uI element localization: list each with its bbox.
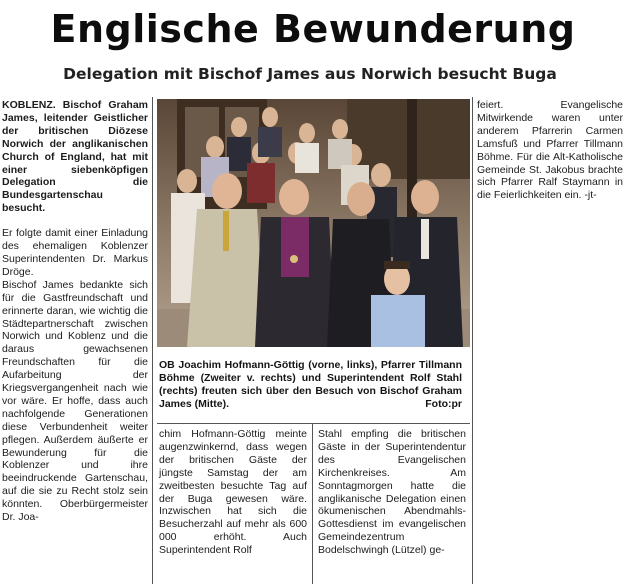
article-paragraph: Stahl empfing die britischen Gäste in der Superintendentur des Evangelischen Kirchenkreises. Am Sonntagmorgen hatte die anglikanische Delegation einen ökumenischen Abendmahls-Gottesdienst im evangelischen Gemeindezentrum Bodelschwingh (Lützel) ge- [318, 428, 466, 557]
photo-credit: Foto:pr [425, 398, 462, 410]
article-headline: Englische Bewunderung [50, 7, 576, 51]
article-paragraph: Er folgte damit einer Einladung des ehemaligen Koblenzer Superintendenten Dr. Markus Dröge. [2, 227, 148, 278]
article-column-1 [2, 99, 148, 524]
column-rule-2 [312, 424, 313, 584]
caption-rule [157, 423, 470, 424]
photo-caption-text: OB Joachim Hofmann-Göttig (vorne, links), Pfarrer Tillmann Böhme (Zweiter v. rechts) und Superintendent Rolf Stahl (rechts) freuten sich über den Besuch von Bischof Graham James (Mitte). [159, 359, 462, 410]
article-column-4 [477, 99, 623, 202]
article-paragraph: Bischof James bedankte sich für die Gastfreundschaft und erinnerte daran, wie wichtig die Städtepartnerschaft zwischen Norwich und Koblenz und die daraus gewachsenen Freundschaften für die Aufarbeitung der Kriegsvergangenheit nach wie vor wäre. Er hoffe, dass auch nachfolgende Generationen diese Verbundenheit weiter pflegen. Außerdem äußerte er Bewunderung für die Koblenzer und ihre beeindruckende Gartenschau, auf die sie zu Recht stolz sein könnten. Oberbürgermeister Dr. Joa- [2, 278, 148, 524]
column-rule-3 [472, 97, 473, 584]
article-paragraph: feiert. Evangelische Mitwirkende waren unter anderem Pfarrerin Carmen Lamsfuß und Pfarrer Tillmann Böhme. Für die Alt-Katholische Gemeinde St. Jakobus brachte sich Pfarrer Ralf Staymann in die Feierlichkeiten ein. -jt- [477, 99, 623, 202]
article-subheadline: Delegation mit Bischof James aus Norwich besucht Buga [63, 65, 557, 83]
article-paragraph: chim Hofmann-Göttig meinte augenzwinkernd, dass wegen der britischen Gäste der jüngste Samstag der am zweitbesten besuchte Tag auf der Buga gewesen wäre. Inzwischen hat sich die Besucherzahl auf mehr als 600 000 erhöht. Auch Superintendent Rolf [159, 428, 307, 557]
group-photo-image [157, 99, 470, 347]
photo-caption [159, 359, 462, 411]
group-photo [157, 99, 470, 347]
article-column-3 [318, 428, 466, 557]
article-lead: KOBLENZ. Bischof Graham James, leitender Geistlicher der britischen Diözese Norwich der anglikanischen Church of England, hat mit einer siebenköpfigen Delegation die Bundesgartenschau besucht. [2, 99, 148, 215]
article-column-2 [159, 428, 307, 557]
column-rule-1 [152, 97, 153, 584]
